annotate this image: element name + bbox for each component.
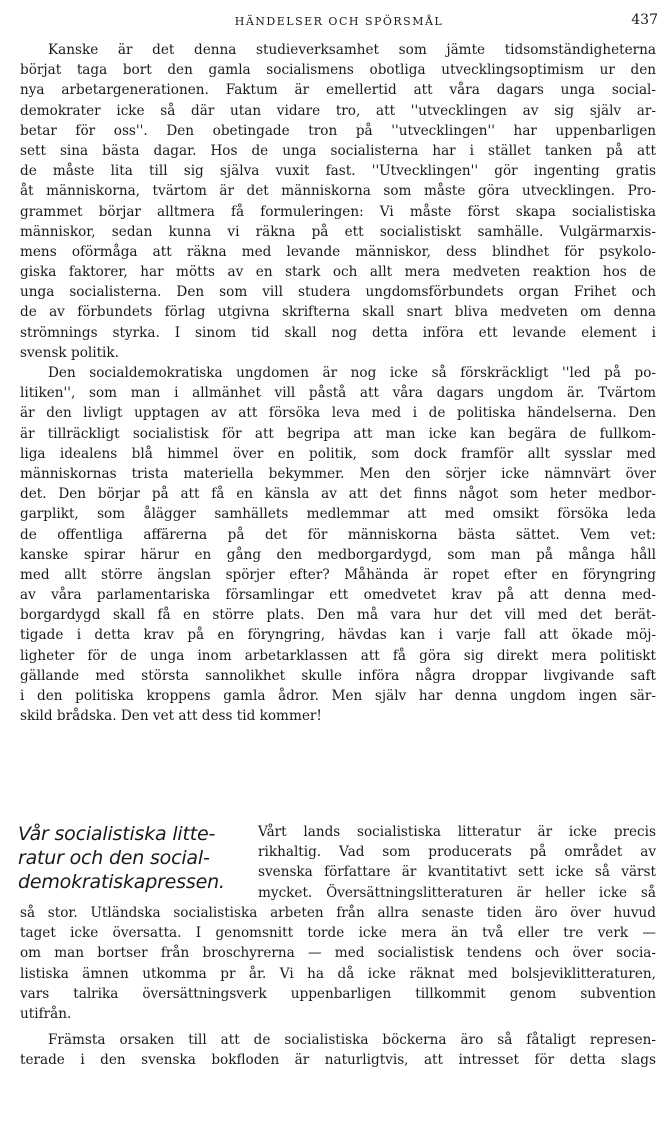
text-line: unga socialisterna. Den som vill studera ungdomsförbundets organ Frihet och: [20, 284, 656, 301]
paragraph-litteratur: [20, 903, 656, 1024]
text-line: betar för oss''. Den obetingade tron på ''utvecklingen'' har uppenbarligen: [20, 122, 656, 139]
text-line: borgardygd skall få en större plats. Den må vara hur det vill med det berät-: [20, 607, 656, 624]
text-line: sett sina bästa dagar. Hos de unga socialisterna har i stället tanken på att: [20, 142, 656, 159]
text-line: skild brådska. Den vet att dess tid kommer!: [20, 708, 322, 725]
text-line: människor, sedan kunna vi räkna på ett socialistiskt samhälle. Vulgärmarxis-: [20, 223, 656, 240]
text-line: svensk politik.: [20, 344, 119, 361]
text-line: med allt större ängslan spörjer efter? Måhända är ropet efter en föryngring: [20, 566, 656, 583]
running-title: HÄNDELSER OCH SPÖRSMÅL: [234, 15, 444, 28]
text-line: litiken'', som man i allmänhet vill påstå att våra dagars ungdom är. Tvärtom: [20, 385, 656, 402]
text-line: garplikt, som ålägger samhällets medlemmar att med omsikt försöka leda: [20, 506, 656, 523]
heading-line: demokratiskapressen.: [18, 871, 225, 893]
text-line: demokrater icke så där utan vidare tro, att ''utvecklingen av sig själv ar-: [20, 102, 656, 119]
paragraph-studieverksamhet: [20, 40, 656, 363]
text-line: så stor. Utländska socialistiska arbeten från allra senaste tiden äro över huvud: [20, 905, 656, 921]
text-line: liga idealens blå himmel över en politik, som dock framför allt sysslar med: [20, 445, 656, 462]
text-line: av våra parlamentariska församlingar ett omedvetet krav på att denna med-: [20, 587, 656, 604]
text-line: giska faktorer, har mötts av en stark och allt mera medveten reaktion hos de: [20, 264, 656, 281]
text-line: gällande med största sannolikhet skulle införa några droppar livgivande saft: [20, 667, 656, 684]
text-line: de offentliga affärerna på det för människorna bästa sättet. Vem vet:: [20, 526, 656, 543]
text-line: mens oförmåga att räkna med levande människor, dess blindhet för psykolo-: [20, 243, 656, 260]
text-line: listiska ämnen utkomma pr år. Vi ha då icke räknat med bolsjeviklitteraturen,: [20, 965, 656, 982]
text-line: svenska författare är kvantitativt sett icke så värst: [258, 864, 656, 881]
heading-line: ratur och den social-: [18, 847, 210, 869]
text-line: i den politiska kroppens gamla ådror. Men själv har denna ungdom ingen sär-: [20, 688, 656, 704]
text-line: taget icke översatta. I genomsnitt torde icke mera än två eller tre verk —: [20, 925, 656, 942]
text-line: är den livligt upptagen av att försöka leva med i de politiska händelserna. Den: [20, 405, 656, 422]
text-line: kanske spirar härur en gång den medborgardygd, som man på många håll: [20, 546, 656, 563]
text-line: börjat taga bort den gamla socialismens obotliga utvecklingsoptimism ur den: [20, 62, 656, 79]
page-header: [20, 12, 658, 32]
text-line: de måste lita till sig själva vuxit fast. ''Utvecklingen'' gör ingenting gratis: [20, 163, 656, 180]
text-line: om man bortser från broschyrerna — med socialistisk tendens och över socia-: [20, 945, 656, 962]
text-line: strömnings styrka. I sinom tid skall nog detta införa ett levande element i: [20, 324, 656, 341]
text-line: Främsta orsaken till att de socialistiska böckerna äro så fåtaligt represen-: [48, 1032, 656, 1048]
text-line: det. Den börjar på att få en känsla av att det finns något som heter medbor-: [20, 486, 656, 503]
section-heading: [18, 822, 250, 894]
text-line: åt människorna, tvärtom är det människorna som måste göra utvecklingen. Pro-: [20, 183, 656, 200]
text-line: tigade i detta krav på en föryngring, hävdas kan i varje fall att ökade möj-: [20, 627, 656, 644]
text-line: är tillräckligt socialistisk för att begripa att man icke kan begära de fullkom-: [20, 425, 656, 442]
text-line: människornas trista materiella bekymmer. Men den sörjer icke nämnvärt över: [20, 465, 656, 482]
text-line: nya arbetargenerationen. Faktum är emellertid att våra dagars unga social-: [20, 82, 656, 99]
text-line: vars talrika översättningsverk uppenbarligen tillkommit genom subvention: [20, 985, 656, 1002]
page-number: 437: [631, 12, 658, 28]
text-line: Den socialdemokratiska ungdomen är nog icke så förskräckligt ''led på po-: [48, 365, 656, 381]
text-line: terade i den svenska bokfloden är naturligtvis, att intresset för detta slags: [20, 1052, 656, 1069]
text-line: ligheter för de unga inom arbetarklassen att få göra sig direkt mera politiskt: [20, 647, 656, 664]
paragraph-orsaken: [20, 1030, 656, 1070]
text-line: rikhaltig. Vad som producerats på området av: [258, 844, 656, 861]
paragraph-litteratur-side: [258, 822, 656, 903]
text-line: Kanske är det denna studieverksamhet som jämte tidsomständigheterna: [48, 42, 656, 58]
text-line: mycket. Översättningslitteraturen är heller icke så: [258, 884, 656, 901]
text-line: Vårt lands socialistiska litteratur är icke precis: [258, 824, 656, 840]
text-line: grammet börjar alltmera få formuleringen: Vi måste först skapa socialistiska: [20, 203, 656, 220]
text-line: de av förbundets förlag utgivna skrifterna skall snart bliva medveten om denna: [20, 304, 656, 321]
paragraph-ungdomen: [20, 363, 656, 726]
text-line: utifrån.: [20, 1005, 72, 1022]
heading-line: Vår socialistiska litte-: [18, 823, 216, 845]
